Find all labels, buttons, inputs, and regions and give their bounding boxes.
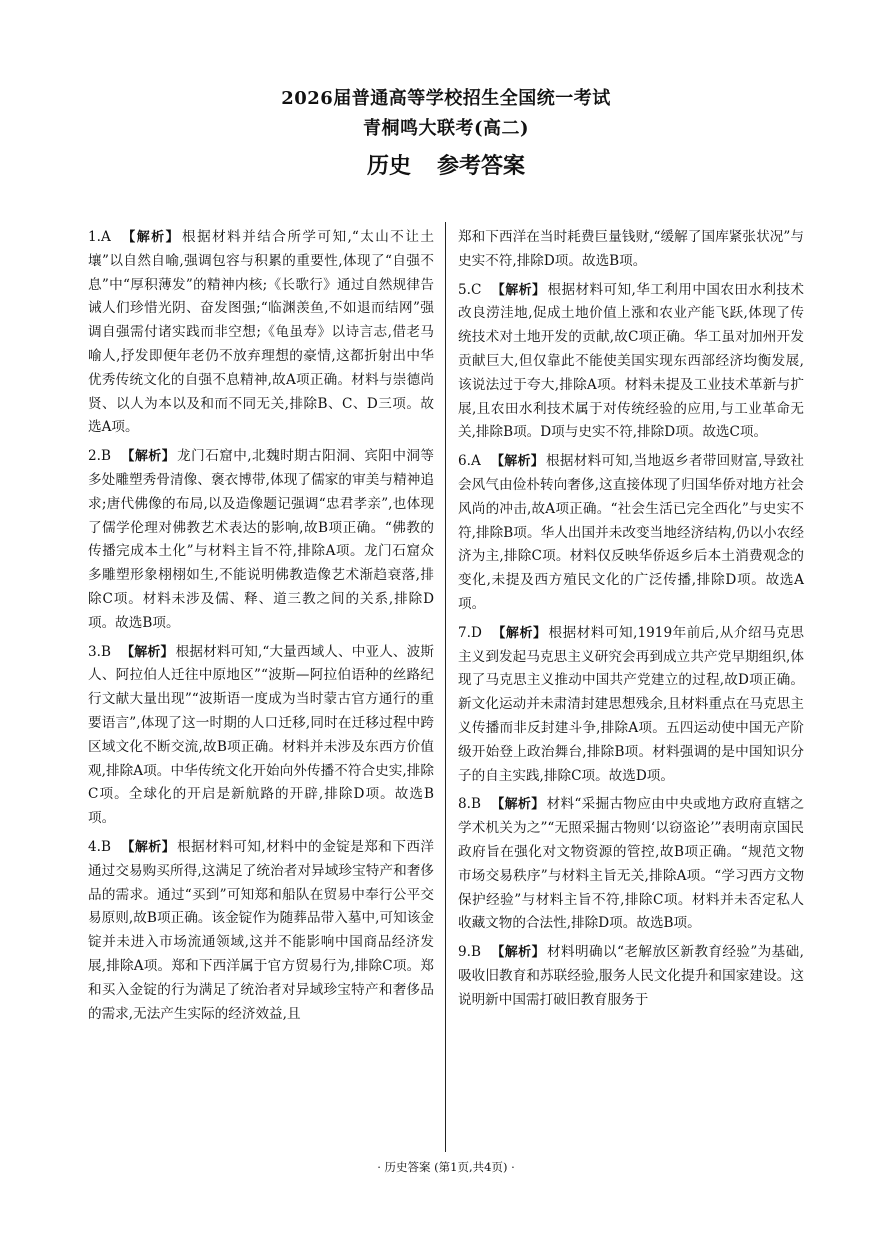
answer-text: 龙门石窟中,北魏时期古阳洞、宾阳中洞等多处雕塑秀骨清像、褒衣博带,体现了儒家的审美与精神追求;唐代佛像的布局,以及造像题记强调“忠君孝亲”,也体现了儒学伦理对佛教艺术表达的影响,故B项正确。“佛教的传播完成本土化”与材料主旨不符,排除A项。龙门石窟众多雕塑形象栩栩如生,不能说明佛教造像艺术渐趋衰落,排除C项。材料未涉及儒、释、道三教之间的关系,排除D项。故选B项。 (88, 448, 434, 631)
answer-continuation: 郑和下西洋在当时耗费巨量钱财,“缓解了国库紧张状况”与史实不符,排除D项。故选B项。 (458, 229, 804, 269)
answer-text: 材料“采掘古物应由中央或地方政府直辖之学术机关为之”“无照采掘古物则‘以窃盗论’”表明南京国民政府旨在强化对文物资源的管控,故B项正确。“规范文物市场交易秩序”与材料主旨无关,排除A项。“学习西方文物保护经验”与材料主旨不符,排除C项。材料并未否定私人收藏文物的合法性,排除D项。故选B项。 (458, 796, 804, 932)
answer-text: 材料明确以“老解放区新教育经验”为基础,吸收旧教育和苏联经验,服务人民文化提升和国家建设。这说明新中国需打破旧教育服务于 (458, 944, 804, 1008)
answer-number: 8.B (458, 796, 481, 813)
analysis-label: 【解析】 (120, 839, 176, 855)
exam-subtitle: 青桐鸣大联考(高二) (362, 118, 530, 139)
answer-item (88, 836, 434, 1026)
answer-text: 根据材料可知,华工利用中国农田水利技术改良涝洼地,促成土地价值上涨和农业产能飞跃,体现了传统技术对土地开发的贡献,故C项正确。华工虽对加州开发贡献巨大,但仅靠此不能使美国实现东西部经济均衡发展,该说法过于夸大,排除A项。材料未提及工业技术革新与扩展,且农田水利技术属于对传统经验的应用,与工业革命无关,排除B项。D项与史实不符,排除D项。故选C项。 (458, 281, 804, 441)
answer-number: 2.B (88, 448, 111, 465)
analysis-label: 【解析】 (490, 945, 545, 961)
answer-item (458, 793, 804, 936)
page-footer: · 历史答案 (第1页,共4页) · (377, 1160, 515, 1174)
answer-text: 根据材料可知,“大量西域人、中亚人、波斯人、阿拉伯人迁往中原地区”“波斯—阿拉伯语种的丝路纪行文献大量出现”“波斯语一度成为当时蒙古官方通行的重要语言”,体现了这一时期的人口迁移,同时在迁移过程中跨区域文化不断交流,故B项正确。材料并未涉及东西方价值观,排除A项。中华传统文化开始向外传播不符合史实,排除C项。全球化的开启是新航路的开辟,排除D项。故选B项。 (88, 643, 434, 827)
doc-title (0, 152, 892, 182)
answer-text: 根据材料可知,材料中的金锭是郑和下西洋通过交易购买所得,这满足了统治者对异域珍宝特产和奢侈品的需求。通过“买到”可知郑和船队在贸易中奉行公平交易原则,故B项正确。该金锭作为随葬品带入墓中,可知该金锭并未进入市场流通领域,这并不能影响中国商品经济发展,排除A项。郑和下西洋属于官方贸易行为,排除C项。郑和买入金锭的行为满足了统治者对异域珍宝特产和奢侈品的需求,无法产生实际的经济效益,且 (88, 838, 434, 1022)
answer-item (458, 941, 804, 1012)
page-header (0, 86, 892, 182)
column-divider (445, 222, 446, 1152)
analysis-label: 【解析】 (120, 449, 176, 465)
answer-item (88, 226, 434, 440)
answer-item (458, 622, 804, 789)
analysis-label: 【解析】 (490, 454, 545, 470)
subject-name: 历史 (366, 154, 411, 179)
left-column (88, 226, 434, 1031)
answer-number: 6.A (458, 453, 481, 470)
answer-number: 1.A (88, 229, 111, 245)
analysis-label: 【解析】 (120, 644, 174, 660)
answer-text: 根据材料可知,当地返乡者带回财富,导致社会风气由俭朴转向奢侈,这直接体现了归国华侨对地方社会风尚的冲击,故A项正确。“社会生活已完全西化”与史实不符,排除B项。华人出国并未改变当地经济结构,仍以小农经济为主,排除C项。材料仅反映华侨返乡后本土消费观念的变化,未提及西方殖民文化的广泛传播,排除D项。故选A项。 (458, 453, 804, 612)
answer-number: 3.B (88, 643, 111, 660)
answer-text: 根据材料可知,1919年前后,从介绍马克思主义到发起马克思主义研究会再到成立共产党早期组织,体现了马克思主义推动中国共产党建立的过程,故D项正确。新文化运动并未肃清封建思想残余,且材料重点在马克思主义传播而非反封建斗争,排除A项。五四运动使中国无产阶级开始登上政治舞台,排除B项。材料强调的是中国知识分子的自主实践,排除C项。故选D项。 (458, 624, 804, 784)
analysis-label: 【解析】 (490, 797, 545, 813)
answer-number: 9.B (458, 944, 481, 961)
answer-text: 根据材料并结合所学可知,“太山不让土壤”以自然自喻,强调包容与积累的重要性,体现了“自强不息”中“厚积薄发”的精神内核;《长歌行》通过自然规律告诫人们珍惜光阴、奋发图强;“临渊羡鱼,不如退而结网”强调自强需付诸实践而非空想;《龟虽寿》以诗言志,借老马喻人,抒发即便年老仍不放弃理想的豪情,这都折射出中华优秀传统文化的自强不息精神,故A项正确。材料与崇德尚贤、以人为本以及和而不同无关,排除B、C、D三项。故选A项。 (88, 229, 434, 436)
exam-title: 2026届普通高等学校招生全国统一考试 (281, 88, 611, 109)
doc-type: 参考答案 (437, 154, 526, 179)
answer-item (458, 279, 804, 446)
answer-item (88, 641, 434, 831)
answer-item (458, 450, 804, 617)
answer-number: 7.D (458, 624, 482, 641)
answer-number: 5.C (458, 281, 482, 298)
answer-item (88, 445, 434, 635)
analysis-label: 【解析】 (491, 625, 547, 641)
analysis-label: 【解析】 (120, 230, 181, 245)
right-column (458, 226, 804, 1018)
analysis-label: 【解析】 (491, 282, 546, 298)
answer-number: 4.B (88, 838, 111, 855)
